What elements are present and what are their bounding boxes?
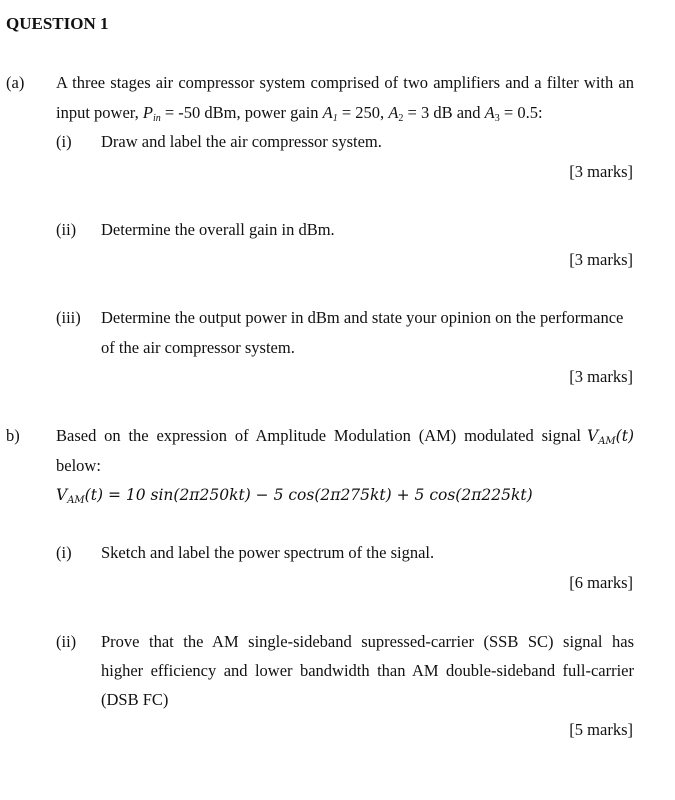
part-b-item-2-text-line2: higher efficiency and lower bandwidth than AM double-sideband full-carrier xyxy=(101,661,634,680)
part-a-item-3-text-line1: Determine the output power in dBm and state your opinion on the performance xyxy=(101,308,624,327)
part-b-item-1-text: Sketch and label the power spectrum of the signal. xyxy=(101,543,435,562)
part-b-item-1-num: (i) xyxy=(56,543,72,562)
part-b-item-1-marks: [6 marks] xyxy=(569,573,633,592)
part-a-item-1-num: (i) xyxy=(56,132,72,151)
part-a-item-2-marks: [3 marks] xyxy=(569,250,633,269)
part-a-item-2-num: (ii) xyxy=(56,220,77,239)
vam-symbol: V xyxy=(587,427,599,445)
part-b-item-2-text-line3: (DSB FC) xyxy=(101,690,169,709)
part-b-item-2-num: (ii) xyxy=(56,632,77,651)
part-a-item-3-text-line2: of the air compressor system. xyxy=(101,338,295,357)
am-equation xyxy=(56,485,533,505)
intro-text-5: = 0.5: xyxy=(499,103,543,122)
pin-symbol: P xyxy=(142,103,153,122)
question-title: QUESTION 1 xyxy=(6,14,109,33)
part-b-intro-text: Based on the expression of Amplitude Modulation (AM) modulated signal xyxy=(56,426,581,445)
equation-lhs-symbol: V xyxy=(56,486,68,504)
part-a-item-3-num: (iii) xyxy=(56,308,81,327)
intro-text-1: input power, xyxy=(56,103,143,122)
part-a-item-1-text: Draw and label the air compressor system. xyxy=(101,132,382,151)
part-b-intro-line2: below: xyxy=(56,456,101,475)
part-a-intro-line2 xyxy=(56,103,543,123)
part-a-item-1-marks: [3 marks] xyxy=(569,162,633,181)
intro-text-3: = 250, xyxy=(337,103,389,122)
part-b-item-2-text-line1: Prove that the AM single-sideband supressed-carrier (SSB SC) signal has xyxy=(101,632,634,651)
equation-lhs-argument: (t) xyxy=(84,486,103,504)
intro-text-2: = -50 dBm, power gain xyxy=(160,103,323,122)
pin-subscript: in xyxy=(152,113,161,124)
a3-symbol: A xyxy=(484,103,495,122)
a1-subscript: 1 xyxy=(332,113,338,124)
part-a-item-2-text: Determine the overall gain in dBm. xyxy=(101,220,335,239)
a1-symbol: A xyxy=(322,103,333,122)
part-a-intro-line1: A three stages air compressor system comprised of two amplifiers and a filter with an xyxy=(56,73,634,92)
vam-subscript: AM xyxy=(598,436,616,447)
equation-rhs: = 10 sin(2π250kt) − 5 cos(2π275kt) + 5 cos(2π225kt) xyxy=(107,486,533,504)
a2-subscript: 2 xyxy=(398,113,404,124)
part-b-intro-symbol xyxy=(587,426,634,446)
vam-argument: (t) xyxy=(615,427,634,445)
a3-subscript: 3 xyxy=(494,113,500,124)
part-b-intro-line1 xyxy=(56,426,634,446)
a2-symbol: A xyxy=(388,103,399,122)
part-a-label: (a) xyxy=(6,73,25,92)
equation-lhs-subscript: AM xyxy=(67,495,85,506)
intro-text-4: = 3 dB and xyxy=(403,103,485,122)
part-b-item-2-marks: [5 marks] xyxy=(569,720,633,739)
part-a-item-3-marks: [3 marks] xyxy=(569,367,633,386)
part-b-label: b) xyxy=(6,426,20,445)
